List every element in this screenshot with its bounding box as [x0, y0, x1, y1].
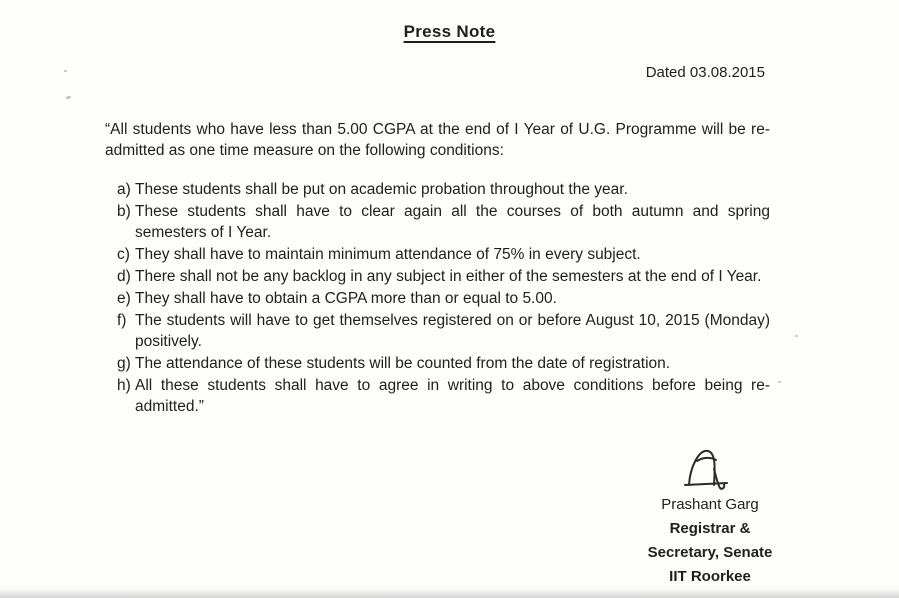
scan-artifact — [64, 70, 67, 72]
list-item-letter: c) — [117, 246, 130, 263]
list-item-text: These students shall have to clear again all the courses of both autumn and spring semesters of I Year. — [135, 203, 770, 241]
scan-edge-shadow — [0, 588, 899, 598]
list-item-letter: a) — [117, 181, 131, 198]
scan-artifact — [66, 95, 72, 100]
list-item-text: They shall have to maintain minimum attendance of 75% in every subject. — [135, 246, 641, 263]
list-item-text: All these students shall have to agree in writing to above conditions before being re-admitted.” — [135, 377, 770, 415]
signature-icon — [675, 445, 745, 491]
list-item — [105, 244, 770, 265]
list-item — [105, 288, 770, 309]
scan-artifact — [795, 335, 798, 337]
list-item-text: The attendance of these students will be counted from the date of registration. — [135, 355, 671, 372]
list-item-letter: f) — [117, 312, 127, 329]
document-body — [105, 119, 770, 417]
signatory-name: Prashant Garg — [661, 496, 759, 513]
list-item-letter: e) — [117, 290, 131, 307]
list-item — [105, 310, 770, 352]
list-item — [105, 179, 770, 200]
list-item-text: They shall have to obtain a CGPA more than or equal to 5.00. — [135, 290, 557, 307]
list-item — [105, 375, 770, 417]
signatory-role-line1: Registrar & — [669, 520, 751, 537]
date-line: Dated 03.08.2015 — [645, 64, 765, 81]
intro-paragraph: “All students who have less than 5.00 CGPA at the end of I Year of U.G. Programme will be re-admitted as one time measure on the following conditions: — [105, 121, 770, 159]
list-item-text: The students will have to get themselves registered on or before August 10, 2015 (Monday) positively. — [135, 312, 770, 350]
list-item-text: There shall not be any backlog in any subject in either of the semesters at the end of I Year. — [135, 268, 762, 285]
signatory-role-line3: IIT Roorkee — [669, 568, 751, 585]
conditions-list — [105, 179, 770, 417]
list-item-letter: g) — [117, 355, 131, 372]
document-title-text: Press Note — [403, 22, 496, 41]
list-item-text: These students shall be put on academic probation throughout the year. — [135, 181, 628, 198]
list-item — [105, 201, 770, 243]
scan-artifact — [778, 381, 781, 383]
signature-block — [620, 445, 800, 589]
list-item-letter: b) — [117, 203, 131, 220]
list-item — [105, 266, 770, 287]
signatory-role-line2: Secretary, Senate — [647, 544, 773, 561]
document-title — [0, 0, 899, 42]
list-item-letter: h) — [117, 377, 131, 394]
list-item-letter: d) — [117, 268, 131, 285]
list-item — [105, 353, 770, 374]
